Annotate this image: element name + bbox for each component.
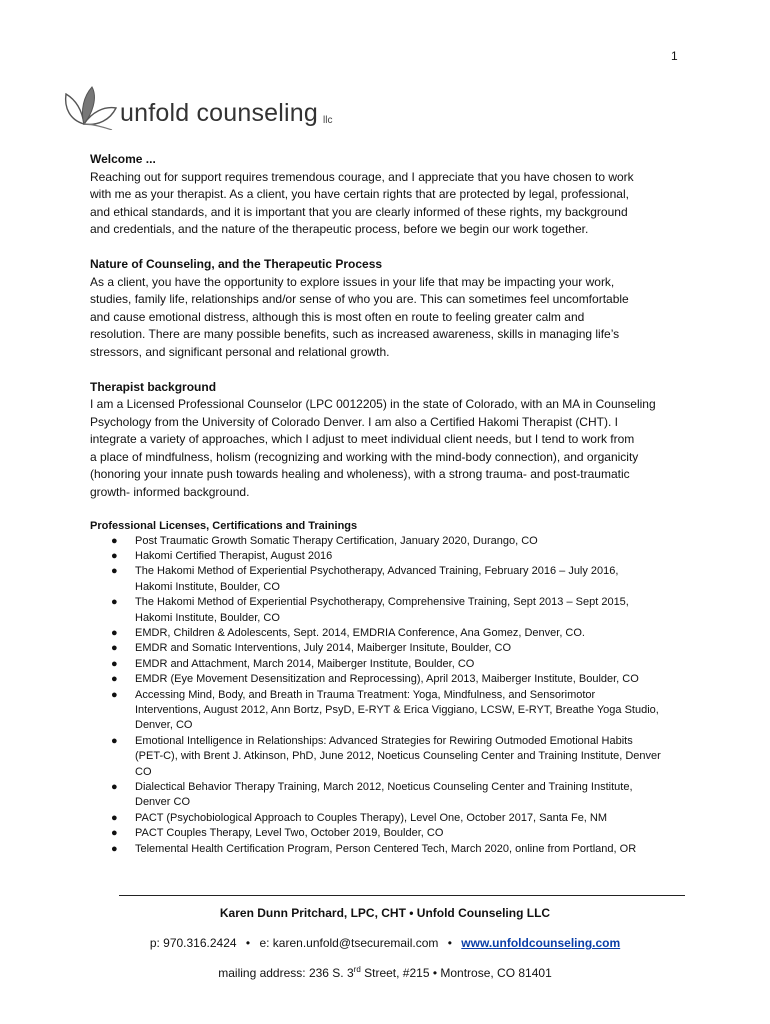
training-item-text: Accessing Mind, Body, and Breath in Trauma Treatment: Yoga, Mindfulness, and Sensorimotor xyxy=(135,688,596,701)
welcome-line: and credentials, and the nature of the therapeutic process, before we begin our work together. xyxy=(90,222,589,236)
background-line: Psychology from the University of Colorado Denver. I am also a Certified Hakomi Therapist (CHT). I xyxy=(90,414,618,429)
background-section xyxy=(90,379,690,502)
training-item-text: EMDR and Attachment, March 2014, Maiberger Institute, Boulder, CO xyxy=(135,657,475,670)
training-item-text: Telemental Health Certification Program, Person Centered Tech, March 2020, online from Portland, OR xyxy=(135,842,637,855)
background-heading: Therapist background xyxy=(90,379,217,394)
footer-address-line xyxy=(0,965,770,980)
training-item xyxy=(90,534,690,549)
training-item xyxy=(90,672,690,687)
training-item-text: Hakomi Institute, Boulder, CO xyxy=(135,611,280,624)
nature-line: resolution. There are many possible benefits, such as increased awareness, skills in managing life’s xyxy=(90,327,620,341)
bullet-icon: ● xyxy=(111,534,118,547)
training-item-text: The Hakomi Method of Experiential Psychotherapy, Comprehensive Training, Sept 2013 – Sept 2015, xyxy=(135,596,629,609)
footer-phone: p: 970.316.2424 xyxy=(149,936,237,950)
bullet-icon: ● xyxy=(111,827,118,840)
logo xyxy=(60,84,332,130)
training-item xyxy=(90,734,690,780)
training-item-text: Dialectical Behavior Therapy Training, March 2012, Noeticus Counseling Center and Training Institute, xyxy=(135,781,633,793)
training-item xyxy=(90,826,690,841)
footer-separator: • xyxy=(245,936,251,950)
training-item xyxy=(90,657,690,672)
training-item-text: EMDR and Somatic Interventions, July 2014, Maiberger Insitute, Boulder, CO xyxy=(135,642,512,655)
company-suffix: llc xyxy=(323,115,333,126)
welcome-heading: Welcome ... xyxy=(90,152,156,166)
nature-line: As a client, you have the opportunity to explore issues in your life that may be impacting your work, xyxy=(90,274,615,289)
training-item xyxy=(90,564,690,595)
training-item-text: Emotional Intelligence in Relationships: Advanced Strategies for Rewiring Outmoded Emotional Habits xyxy=(135,734,633,747)
background-line: (honoring your innate push towards healing and wholeness), with a strong trauma- and post-traumatic xyxy=(90,467,630,481)
background-line: growth- informed background. xyxy=(90,484,250,499)
website-link[interactable]: www.unfoldcounseling.com xyxy=(461,936,621,950)
bullet-icon: ● xyxy=(111,549,118,562)
bullet-icon: ● xyxy=(111,842,118,855)
nature-line: and cause emotional distress, although this is most often en route to feeling greater calm and xyxy=(90,309,585,324)
training-item-text: Hakomi Certified Therapist, August 2016 xyxy=(135,549,333,562)
company-name: unfold counseling xyxy=(120,99,318,127)
lotus-icon xyxy=(60,84,118,130)
bullet-icon: ● xyxy=(111,688,118,701)
footer-separator: • xyxy=(447,936,452,950)
bullet-icon: ● xyxy=(111,673,118,686)
trainings-heading: Professional Licenses, Certifications and Trainings xyxy=(90,519,358,532)
welcome-line: Reaching out for support requires tremendous courage, and I appreciate that you have chosen to work xyxy=(90,169,634,184)
training-item xyxy=(90,641,690,656)
trainings-list xyxy=(90,534,690,858)
welcome-line: and ethical standards, and it is important that you are clearly informed of these rights, my background xyxy=(90,204,628,219)
nature-section xyxy=(90,256,690,361)
bullet-icon: ● xyxy=(111,781,118,793)
training-item xyxy=(90,549,690,564)
training-item xyxy=(90,780,690,811)
background-line: I am a Licensed Professional Counselor (LPC 0012205) in the state of Colorado, with an MA in Counseling xyxy=(90,397,656,411)
training-item-text: (PET-C), with Brent J. Atkinson, PhD, June 2012, Noeticus Counseling Center and Training Institute, Denver xyxy=(135,750,661,763)
address-superscript: rd xyxy=(353,965,361,974)
training-item xyxy=(90,626,690,641)
training-item-text: CO xyxy=(135,765,152,778)
training-item-text: EMDR, Children & Adolescents, Sept. 2014, EMDRIA Conference, Ana Gomez, Denver, CO. xyxy=(135,626,585,639)
page-number: 1 xyxy=(671,49,678,63)
nature-line: studies, family life, relationships and/or sense of who you are. This can sometimes feel uncomfortable xyxy=(90,292,629,306)
footer-contact-line xyxy=(0,936,770,950)
training-item-text: Interventions, August 2012, Ann Bortz, PsyD, E-RYT & Erica Viggiano, LCSW, E-RYT, Breathe Yoga Studio, xyxy=(135,703,659,716)
training-item-text: The Hakomi Method of Experiential Psychotherapy, Advanced Training, February 2016 – July 2016, xyxy=(135,565,619,578)
training-item-text: EMDR (Eye Movement Desensitization and Reprocessing), April 2013, Maiberger Institute, Boulder, CO xyxy=(135,673,639,686)
training-item-text: PACT (Psychobiological Approach to Couples Therapy), Level One, October 2017, Santa Fe, NM xyxy=(135,811,608,824)
training-item xyxy=(90,595,690,626)
training-item xyxy=(90,842,690,857)
address-suffix: Street, #215 • Montrose, CO 81401 xyxy=(360,966,552,980)
footer-divider xyxy=(119,895,685,896)
training-item-text: Denver CO xyxy=(135,796,191,809)
nature-heading: Nature of Counseling, and the Therapeutic Process xyxy=(90,257,383,271)
training-item xyxy=(90,688,690,734)
training-item-text: Post Traumatic Growth Somatic Therapy Certification, January 2020, Durango, CO xyxy=(135,534,538,547)
nature-line: stressors, and significant personal and relational growth. xyxy=(90,344,390,359)
bullet-icon: ● xyxy=(111,811,118,824)
footer-name-line: Karen Dunn Pritchard, LPC, CHT • Unfold Counseling LLC xyxy=(219,906,551,920)
document-body xyxy=(90,151,690,857)
footer-email[interactable]: e: karen.unfold@tsecuremail.com xyxy=(259,936,439,950)
bullet-icon: ● xyxy=(111,626,118,639)
bullet-icon: ● xyxy=(111,734,118,747)
welcome-line: with me as your therapist. As a client, you have certain rights that are protected by legal, professional, xyxy=(90,187,629,201)
background-line: integrate a variety of approaches, which I adjust to meet individual client needs, but I tend to work from xyxy=(90,432,635,446)
bullet-icon: ● xyxy=(111,596,118,609)
address-prefix: mailing address: 236 S. 3 xyxy=(218,966,354,980)
bullet-icon: ● xyxy=(111,565,118,578)
training-item-text: Denver, CO xyxy=(135,719,193,732)
training-item-text: Hakomi Institute, Boulder, CO xyxy=(135,580,280,593)
bullet-icon: ● xyxy=(111,657,118,670)
training-item xyxy=(90,811,690,826)
training-item-text: PACT Couples Therapy, Level Two, October 2019, Boulder, CO xyxy=(135,827,444,840)
background-line: a place of mindfulness, holism (recognizing and working with the mind-body connection), and organicity xyxy=(90,449,639,464)
welcome-section xyxy=(90,151,690,239)
bullet-icon: ● xyxy=(111,642,118,655)
